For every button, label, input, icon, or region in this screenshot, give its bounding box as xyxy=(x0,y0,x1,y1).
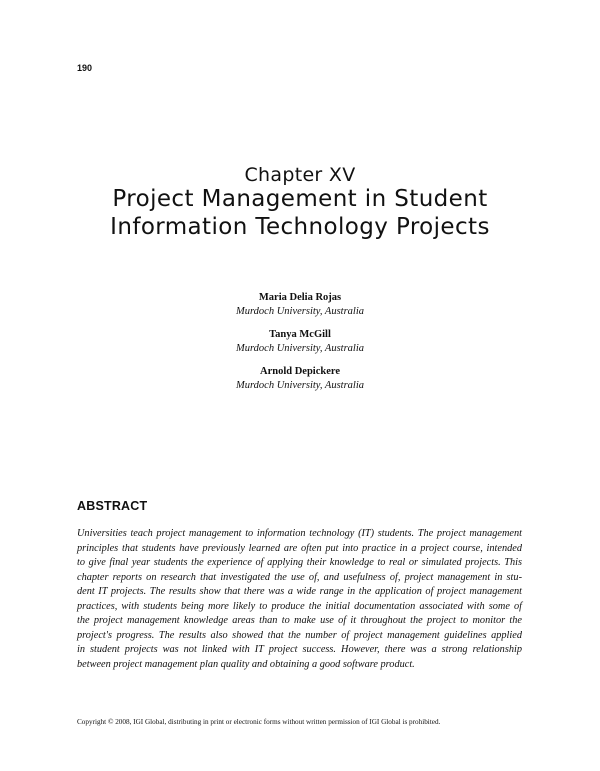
author-name: Arnold Depickere xyxy=(259,366,340,377)
abstract-line: principles that students have previously learned are often put into practice in a project course, intended xyxy=(77,542,522,554)
author-name: Maria Delia Rojas xyxy=(258,292,342,303)
abstract-line: chapter reports on research that investigated the use of, and usefulness of, project management in stu- xyxy=(77,571,522,583)
abstract-line: practices, with students being more likely to produce the initial documentation associated with some of xyxy=(77,600,522,612)
author-affiliation: Murdoch University, Australia xyxy=(235,343,365,354)
author-name: Tanya McGill xyxy=(269,329,331,340)
chapter-label: Chapter XV xyxy=(244,164,356,186)
abstract-line: project's progress. The results also showed that the number of project management guidelines applied xyxy=(77,629,522,641)
abstract-line: between project management plan quality and obtaining a good software product. xyxy=(77,658,415,670)
abstract-heading: ABSTRACT xyxy=(77,499,148,513)
page-number: 190 xyxy=(77,63,93,73)
abstract-line: in student projects was not linked with IT project success. However, there was a strong relationship xyxy=(77,644,522,655)
chapter-title: Project Management in Student Information Technology Projects xyxy=(110,186,490,240)
abstract-body xyxy=(77,527,522,672)
author-list xyxy=(0,291,600,402)
abstract-line: to give final year students the experience of applying their knowledge to real or simulated projects. This xyxy=(77,557,522,568)
author-block xyxy=(0,365,600,392)
author-affiliation: Murdoch University, Australia xyxy=(235,380,365,391)
abstract-line: Universities teach project management to information technology (IT) students. The project management xyxy=(77,528,522,539)
abstract-line: dent IT projects. The results show that there was a wide range in the application of project management xyxy=(77,586,522,597)
copyright-notice: Copyright © 2008, IGI Global, distributing in print or electronic forms without written permission of IGI Global is prohibited. xyxy=(77,718,441,726)
author-affiliation: Murdoch University, Australia xyxy=(235,306,365,317)
author-block xyxy=(0,291,600,318)
abstract-line: the project management knowledge areas than to make use of it throughout the project to monitor the xyxy=(77,615,522,626)
author-block xyxy=(0,328,600,355)
